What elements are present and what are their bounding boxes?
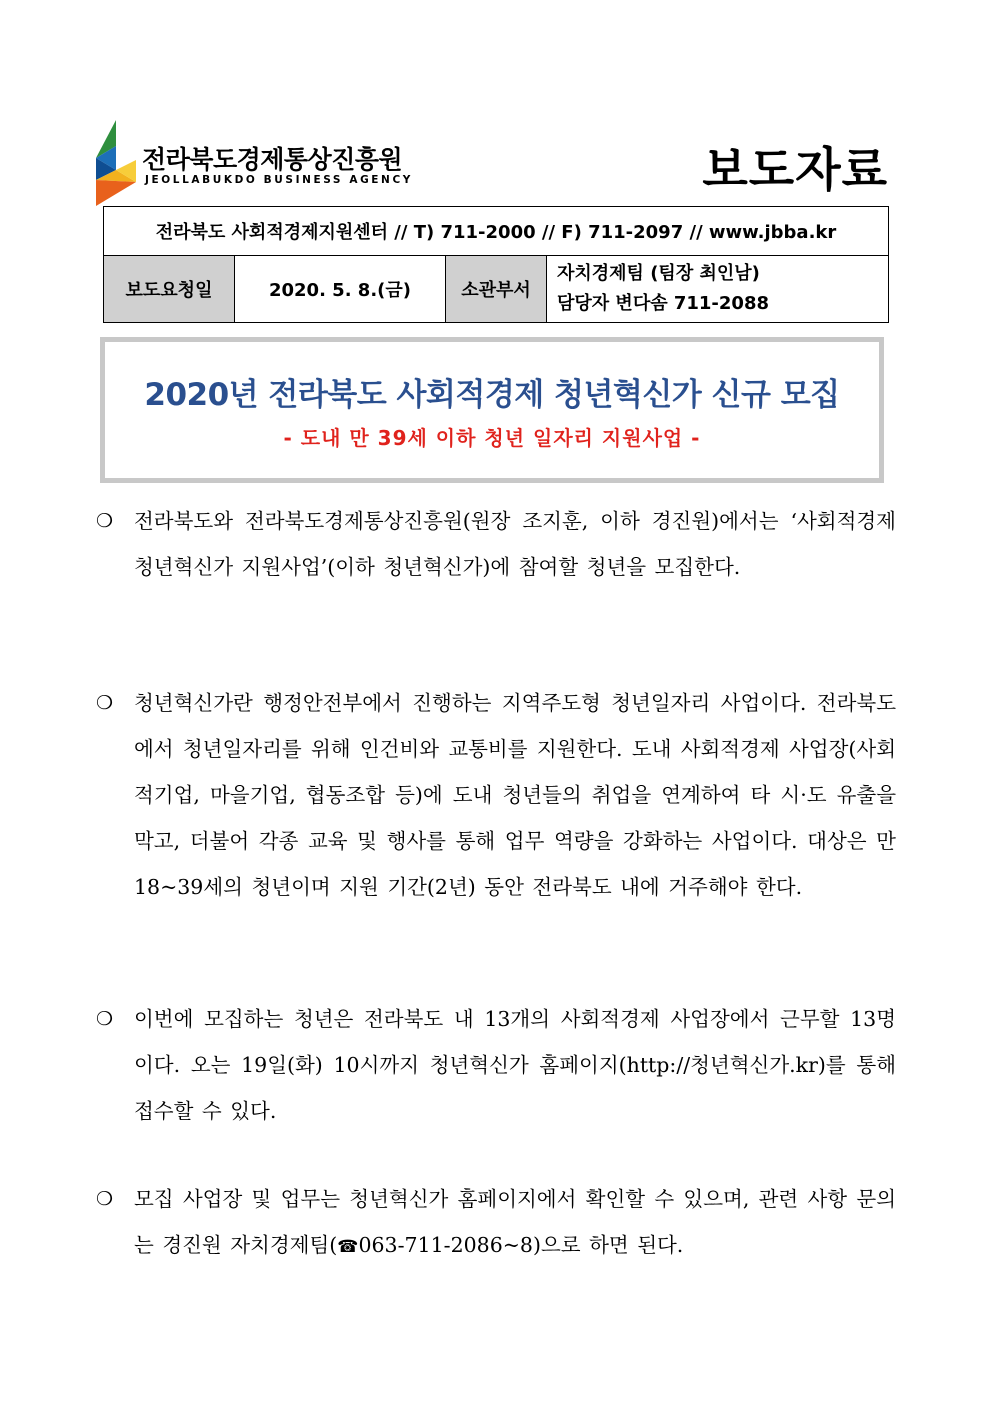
contact-line: 전라북도 사회적경제지원센터 // T) 711-2000 // F) 711-2097 // www.jbba.kr <box>104 207 889 256</box>
sub-title: - 도내 만 39세 이하 청년 일자리 지원사업 - <box>283 426 701 450</box>
dept-label: 소관부서 <box>446 256 547 323</box>
paragraph-text <box>134 1176 896 1270</box>
paragraph-4 <box>96 1176 896 1270</box>
jbba-logo-icon <box>92 120 142 208</box>
main-title: 2020년 전라북도 사회적경제 청년혁신가 신규 모집 <box>144 377 840 413</box>
paragraph-text: 청년혁신가란 행정안전부에서 진행하는 지역주도형 청년일자리 사업이다. 전라북도에서 청년일자리를 위해 인건비와 교통비를 지원한다. 도내 사회적경제 사업장(사회적기업, 마을기업, 협동조합 등)에 도내 청년들의 취업을 연계하여 타 시·도 유출을 막고, 더불어 각종 교육 및 행사를 통해 업무 역량을 강화하는 사업이다. 대상은 만 18~39세의 청년이며 지원 기간(2년) 동안 전라북도 내에 거주해야 한다. <box>134 691 896 899</box>
bullet-icon: ❍ <box>96 692 114 714</box>
bullet-icon: ❍ <box>96 510 114 532</box>
dept-team: 자치경제팀 (팀장 최인남) <box>557 263 760 284</box>
dept-info <box>547 256 889 323</box>
doc-type-title: 보도자료 <box>702 143 888 198</box>
paragraph-1 <box>96 498 896 590</box>
phone-icon: ☎ <box>337 1237 359 1257</box>
paragraph-text: 이번에 모집하는 청년은 전라북도 내 13개의 사회적경제 사업장에서 근무할 13명이다. 오는 19일(화) 10시까지 청년혁신가 홈페이지(http://청년혁신가.kr)를 통해 접수할 수 있다. <box>134 1007 896 1123</box>
org-name-en: JEOLLABUKDO BUSINESS AGENCY <box>145 174 413 186</box>
paragraph-text: 전라북도와 전라북도경제통상진흥원(원장 조지훈, 이하 경진원)에서는 ‘사회적경제 청년혁신가 지원사업’(이하 청년혁신가)에 참여할 청년을 모집한다. <box>134 509 896 579</box>
paragraph-3 <box>96 996 896 1134</box>
paragraph-text-before: 모집 사업장 및 업무는 청년혁신가 홈페이지에서 확인할 수 있으며, 관련 사항 문의는 경진원 자치경제팀( <box>134 1187 896 1257</box>
bullet-icon: ❍ <box>96 1188 114 1210</box>
press-info-table <box>103 206 889 323</box>
paragraph-2 <box>96 680 896 910</box>
request-date-label: 보도요청일 <box>104 256 235 323</box>
request-date: 2020. 5. 8.(금) <box>235 256 446 323</box>
dept-contact: 담당자 변다솜 711-2088 <box>557 293 770 314</box>
headline-box <box>100 337 884 483</box>
bullet-icon: ❍ <box>96 1008 114 1030</box>
org-name-ko: 전라북도경제통상진흥원 <box>142 145 403 174</box>
paragraph-text-after: 063-711-2086~8)으로 하면 된다. <box>358 1233 684 1257</box>
